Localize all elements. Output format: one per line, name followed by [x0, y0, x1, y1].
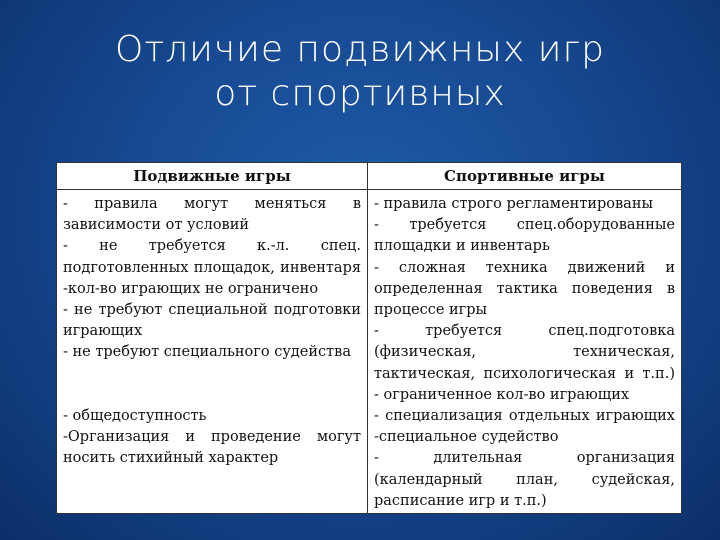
sport-games-column [368, 190, 681, 514]
table-line: - специализация отдельных играющих [374, 408, 675, 425]
table-line: (календарный план, судейская, [374, 471, 675, 488]
header-mobile-games: Подвижные игры [57, 163, 368, 190]
table-line: -специальное судейство [374, 429, 559, 446]
table-line: - требуется спец.подготовка [374, 323, 675, 340]
table-line: площадки и инвентарь [374, 238, 550, 255]
table-line: - сложная техника движений и [374, 259, 675, 276]
table-line: - правила могут меняться в [63, 196, 361, 212]
slide-title-line-1: Отличие подвижных игр [115, 29, 605, 70]
table-line: - ограниченное кол-во играющих [374, 386, 630, 403]
column-gap [63, 364, 361, 406]
header-sport-games: Спортивные игры [368, 163, 681, 190]
comparison-table [56, 162, 682, 514]
slide-title-line-2: от спортивных [214, 73, 506, 114]
table-line: - не требуется к.-л. спец. [63, 238, 361, 255]
table-line: подготовленных площадок, инвентаря [63, 259, 361, 276]
table-line: носить стихийный характер [63, 450, 279, 467]
table-line: процессе игры [374, 302, 488, 319]
table-line: - требуется спец.оборудованные [374, 217, 675, 234]
table-line: играющих [63, 323, 143, 340]
table-line: (физическая, техническая, [374, 344, 675, 361]
table-line: расписание игр и т.п.) [374, 492, 547, 509]
table-line: - не требуют специального судейства [63, 344, 351, 361]
table-line: зависимости от условий [63, 217, 250, 234]
table-line: -кол-во играющих не ограничено [63, 280, 319, 297]
mobile-games-list-extra [63, 406, 361, 470]
table-line: - общедоступность [63, 407, 207, 424]
slide-title [60, 28, 660, 116]
table-line: - длительная организация [374, 450, 675, 467]
mobile-games-column [57, 190, 368, 514]
table-line: - не требуют специальной подготовки [63, 302, 361, 319]
table-line: -Организация и проведение могут [63, 428, 361, 445]
table-line: тактическая, психологическая и т.п.) [374, 365, 675, 382]
table-line: - правила строго регламентированы [374, 196, 654, 212]
table-line: определенная тактика поведения в [374, 280, 675, 297]
mobile-games-list [63, 194, 361, 364]
